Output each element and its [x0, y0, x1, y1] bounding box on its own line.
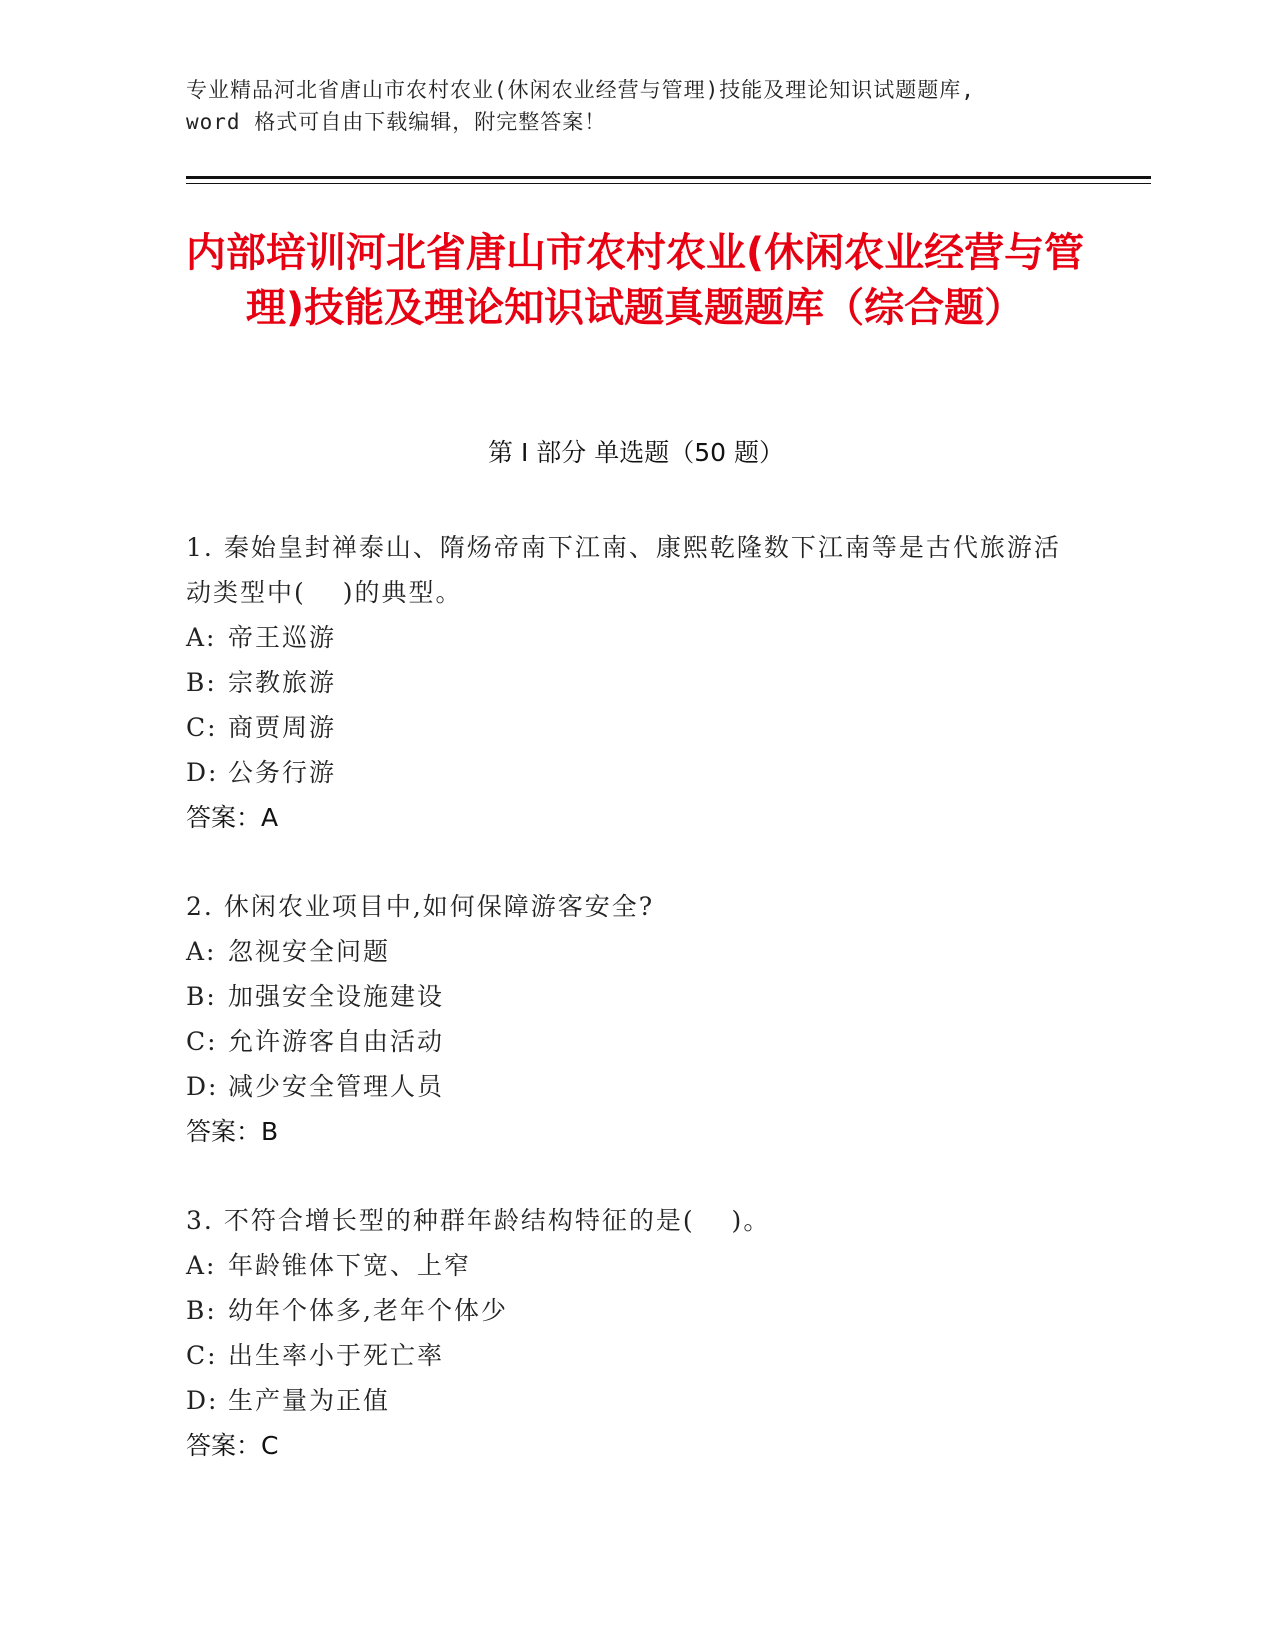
- option-text: 生产量为正值: [228, 1386, 391, 1415]
- question-number: 1.: [186, 533, 214, 562]
- option-a: [186, 615, 1086, 660]
- section-title: 第 I 部分 单选题（50 题）: [488, 438, 784, 467]
- option-text: 允许游客自由活动: [228, 1027, 445, 1056]
- option-letter: D:: [186, 1386, 219, 1415]
- option-text: 帝王巡游: [228, 623, 337, 652]
- option-letter: A:: [186, 937, 217, 966]
- option-text: 公务行游: [228, 758, 337, 787]
- option-text: 忽视安全问题: [228, 937, 391, 966]
- question-stem: [186, 525, 1086, 615]
- answer-line: 答案：B: [186, 1117, 279, 1146]
- question-2: [186, 884, 1086, 1154]
- option-text: 加强安全设施建设: [228, 982, 445, 1011]
- option-b: [186, 974, 1086, 1019]
- question-1: [186, 525, 1086, 840]
- question-3: [186, 1198, 1086, 1468]
- option-c: [186, 705, 1086, 750]
- option-letter: B:: [186, 1296, 217, 1325]
- option-d: [186, 1064, 1086, 1109]
- option-a: [186, 1243, 1086, 1288]
- option-text: 减少安全管理人员: [228, 1072, 445, 1101]
- question-number: 2.: [186, 892, 214, 921]
- option-letter: B:: [186, 982, 217, 1011]
- option-c: [186, 1333, 1086, 1378]
- option-letter: D:: [186, 758, 219, 787]
- option-text: 幼年个体多,老年个体少: [228, 1296, 508, 1325]
- option-text: 年龄锥体下宽、上窄: [228, 1251, 472, 1280]
- option-letter: A:: [186, 1251, 217, 1280]
- question-text: 秦始皇封禅泰山、隋炀帝南下江南、康熙乾隆数下江南等是古代旅游活动类型中( )的典型。: [186, 533, 1061, 607]
- answer-line: 答案：A: [186, 803, 279, 832]
- option-c: [186, 1019, 1086, 1064]
- option-text: 出生率小于死亡率: [228, 1341, 445, 1370]
- option-letter: C:: [186, 1341, 218, 1370]
- option-b: [186, 660, 1086, 705]
- option-letter: C:: [186, 713, 218, 742]
- header-note-line-1: 专业精品河北省唐山市农村农业(休闲农业经营与管理)技能及理论知识试题题库,: [186, 78, 975, 102]
- question-stem: [186, 1198, 1086, 1243]
- option-d: [186, 1378, 1086, 1423]
- question-number: 3.: [186, 1206, 214, 1235]
- option-text: 宗教旅游: [228, 668, 337, 697]
- option-letter: D:: [186, 1072, 219, 1101]
- header-rule-thick: [186, 176, 1151, 179]
- option-letter: B:: [186, 668, 217, 697]
- option-text: 商贾周游: [228, 713, 337, 742]
- option-letter: C:: [186, 1027, 218, 1056]
- header-note-line-2: word 格式可自由下载编辑，附完整答案！: [186, 110, 607, 134]
- header-rule-thin: [186, 183, 1151, 184]
- option-b: [186, 1288, 1086, 1333]
- option-letter: A:: [186, 623, 217, 652]
- answer-line: 答案：C: [186, 1431, 279, 1460]
- header-note: [186, 74, 1086, 138]
- question-text: 不符合增长型的种群年龄结构特征的是( )。: [223, 1206, 771, 1235]
- option-a: [186, 929, 1086, 974]
- question-stem: [186, 884, 1086, 929]
- question-text: 休闲农业项目中,如何保障游客安全?: [223, 892, 655, 921]
- option-d: [186, 750, 1086, 795]
- question-list: [186, 525, 1086, 1512]
- document-title: 内部培训河北省唐山市农村农业(休闲农业经营与管理)技能及理论知识试题真题题库（综合题）: [185, 230, 1085, 331]
